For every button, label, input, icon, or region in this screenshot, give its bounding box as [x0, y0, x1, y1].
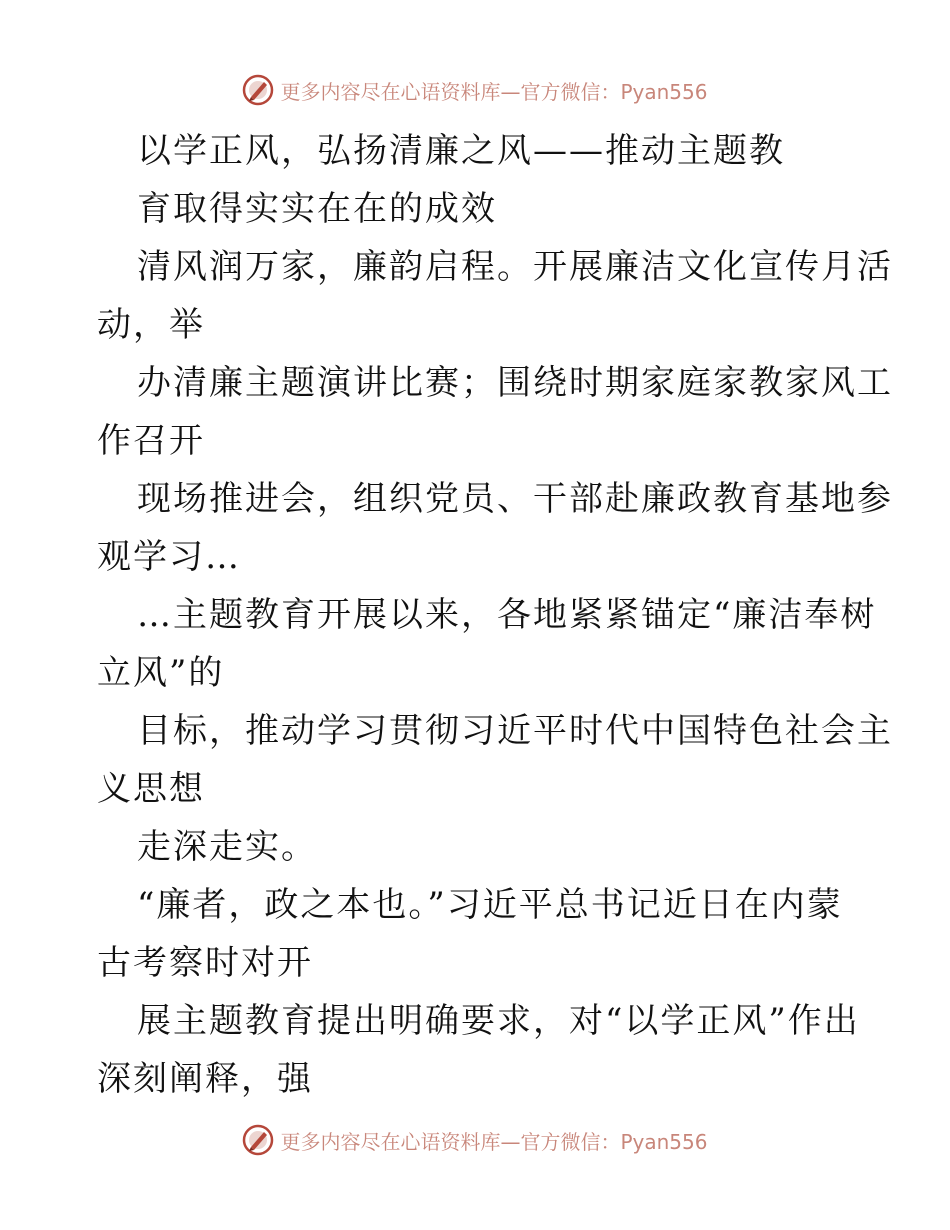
text-line: …主题教育开展以来，各地紧紧锚定“廉洁奉树 [137, 595, 877, 635]
text-line: 目标，推动学习贯彻习近平时代中国特色社会主 [137, 711, 893, 751]
document-body [97, 122, 893, 1108]
text-line: 以学正风，弘扬清廉之风——推动主题教 [137, 131, 785, 171]
text-line: 义思想 [97, 769, 205, 809]
header-watermark [0, 70, 950, 110]
pen-seal-icon [242, 1124, 274, 1156]
watermark-text: 更多内容尽在心语资料库—官方微信：Pyan556 [280, 1129, 708, 1154]
watermark-text: 更多内容尽在心语资料库—官方微信：Pyan556 [280, 79, 708, 104]
text-line: 办清廉主题演讲比赛；围绕时期家庭家教家风工 [137, 363, 893, 403]
text-line: 作召开 [97, 421, 205, 461]
text-line: 现场推进会，组织党员、干部赴廉政教育基地参 [137, 479, 893, 519]
footer-watermark [0, 1120, 950, 1160]
pen-seal-icon [242, 74, 274, 106]
watermark-group [242, 74, 707, 106]
text-line: 立风”的 [97, 653, 225, 693]
watermark-group [242, 1124, 707, 1156]
text-line: 育取得实实在在的成效 [137, 189, 497, 229]
text-line: “廉者，政之本也。”习近平总书记近日在内蒙 [137, 885, 843, 925]
text-line: 清风润万家，廉韵启程。开展廉洁文化宣传月活 [137, 247, 893, 287]
text-line: 观学习… [97, 537, 241, 577]
text-line: 走深走实。 [137, 827, 317, 867]
text-line: 古考察时对开 [97, 943, 313, 983]
text-line: 动，举 [97, 305, 205, 345]
text-line: 深刻阐释，强 [97, 1059, 313, 1099]
text-line: 展主题教育提出明确要求，对“以学正风”作出 [137, 1001, 860, 1041]
